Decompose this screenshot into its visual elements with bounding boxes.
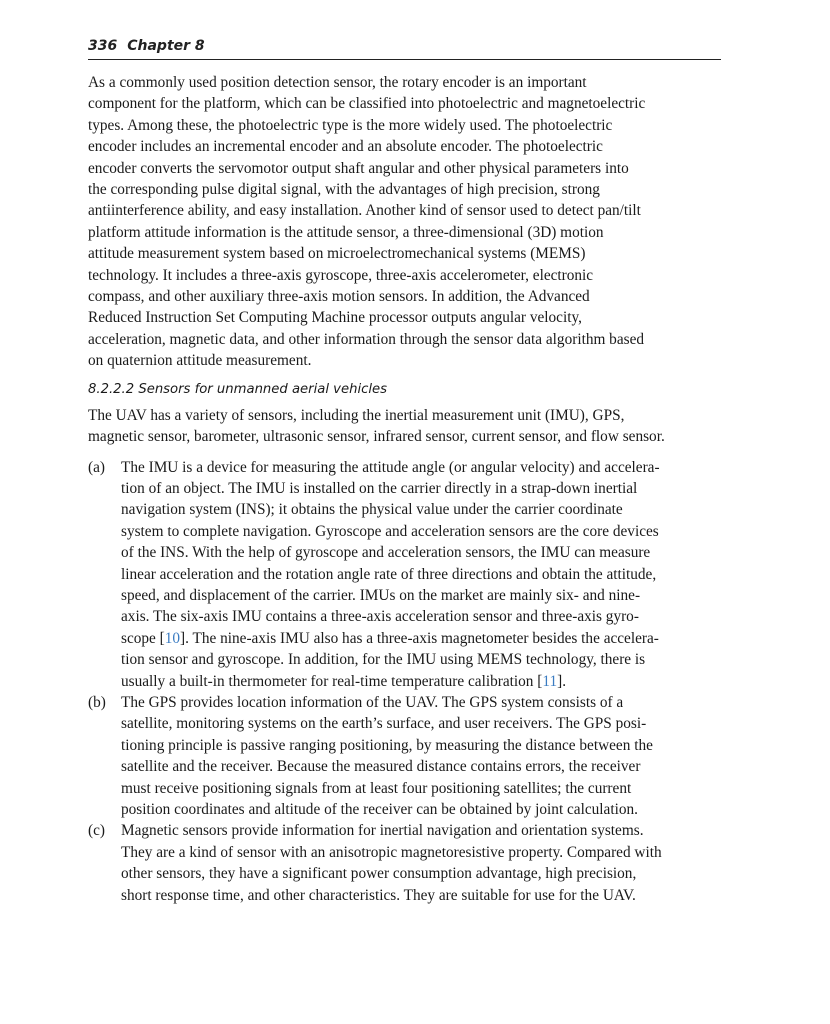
book-page — [88, 38, 721, 906]
text-line: satellite, monitoring systems on the earth’s surface, and user receivers. The GPS posi- — [121, 715, 647, 733]
list-marker: (a) — [88, 458, 105, 476]
text-line: of the INS. With the help of gyroscope and acceleration sensors, the IMU can measure — [121, 544, 651, 562]
text-line: encoder converts the servomotor output shaft angular and other physical parameters into — [88, 159, 629, 177]
list-item-text — [121, 457, 721, 692]
text-line: The GPS provides location information of the UAV. The GPS system consists of a — [121, 693, 624, 711]
list-item-text — [121, 820, 721, 906]
text-line: acceleration, magnetic data, and other information through the sensor data algorithm based — [88, 330, 645, 348]
text-line: As a commonly used position detection sensor, the rotary encoder is an important — [88, 74, 587, 91]
text-line: must receive positioning signals from at least four positioning satellites; the current — [121, 779, 632, 797]
list-marker: (b) — [88, 693, 106, 711]
text-line: on quaternion attitude measurement. — [88, 352, 312, 370]
section-heading: 8.2.2.2 Sensors for unmanned aerial vehicles — [88, 381, 388, 397]
text-line: technology. It includes a three-axis gyroscope, three-axis accelerometer, electronic — [88, 266, 594, 284]
text-fragment: ]. — [557, 672, 567, 690]
text-line: position coordinates and altitude of the receiver can be obtained by joint calculation. — [121, 801, 638, 818]
list-item-b — [88, 692, 721, 820]
text-line: magnetic sensor, barometer, ultrasonic sensor, infrared sensor, current sensor, and flow sensor. — [88, 428, 665, 446]
text-line: types. Among these, the photoelectric type is the more widely used. The photoelectric — [88, 116, 613, 134]
text-line: speed, and displacement of the carrier. IMUs on the market are mainly six- and nine- — [121, 586, 641, 604]
text-line: component for the platform, which can be classified into photoelectric and magnetoelectric — [88, 95, 646, 113]
list-marker: (c) — [88, 822, 105, 840]
list-item-c — [88, 820, 721, 906]
text-line: compass, and other auxiliary three-axis motion sensors. In addition, the Advanced — [88, 288, 590, 306]
text-line — [121, 628, 721, 649]
text-line: the corresponding pulse digital signal, with the advantages of high precision, strong — [88, 181, 600, 199]
text-line: Reduced Instruction Set Computing Machine processor outputs angular velocity, — [88, 309, 582, 327]
running-header — [88, 38, 721, 60]
list-item-a — [88, 457, 721, 692]
text-line: encoder includes an incremental encoder and an absolute encoder. The photoelectric — [88, 138, 603, 156]
text-line: other sensors, they have a significant power consumption advantage, high precision, — [121, 865, 637, 883]
text-fragment: scope [ — [121, 629, 165, 647]
text-line: tion of an object. The IMU is installed on the carrier directly in a strap-down inertial — [121, 479, 638, 497]
page-number: 336 — [88, 38, 118, 54]
text-line: linear acceleration and the rotation angle rate of three directions and obtain the attitude, — [121, 565, 657, 583]
text-line: antiinterference ability, and easy installation. Another kind of sensor used to detect pan/tilt — [88, 202, 641, 220]
text-line: They are a kind of sensor with an anisotropic magnetoresistive property. Compared with — [121, 843, 662, 861]
text-line: system to complete navigation. Gyroscope and acceleration sensors are the core devices — [121, 522, 659, 540]
text-line: Magnetic sensors provide information for inertial navigation and orientation systems. — [121, 822, 644, 840]
text-line: short response time, and other characteristics. They are suitable for use for the UAV. — [121, 886, 636, 904]
text-line — [121, 671, 721, 692]
text-line: The IMU is a device for measuring the attitude angle (or angular velocity) and accelera- — [121, 458, 660, 476]
sensor-list — [88, 457, 721, 907]
text-line: satellite and the receiver. Because the measured distance contains errors, the receiver — [121, 758, 641, 776]
section-lead-paragraph — [88, 405, 721, 448]
citation-link[interactable]: 10 — [164, 629, 181, 647]
chapter-label: Chapter 8 — [127, 38, 205, 54]
text-fragment: usually a built-in thermometer for real-time temperature calibration [ — [121, 672, 543, 690]
text-line: attitude measurement system based on microelectromechanical systems (MEMS) — [88, 245, 586, 263]
text-line: platform attitude information is the attitude sensor, a three-dimensional (3D) motion — [88, 223, 604, 241]
list-item-text — [121, 692, 721, 820]
text-line: tioning principle is passive ranging positioning, by measuring the distance between the — [121, 736, 653, 754]
text-fragment: ]. The nine-axis IMU also has a three-axis magnetometer besides the accelera- — [180, 629, 659, 647]
text-line: navigation system (INS); it obtains the physical value under the carrier coordinate — [121, 501, 623, 519]
text-line: The UAV has a variety of sensors, including the inertial measurement unit (IMU), GPS, — [88, 406, 625, 424]
citation-link[interactable]: 11 — [542, 672, 558, 690]
intro-paragraph — [88, 72, 721, 372]
text-line: axis. The six-axis IMU contains a three-axis acceleration sensor and three-axis gyro- — [121, 608, 639, 626]
text-line: tion sensor and gyroscope. In addition, for the IMU using MEMS technology, there is — [121, 651, 646, 669]
